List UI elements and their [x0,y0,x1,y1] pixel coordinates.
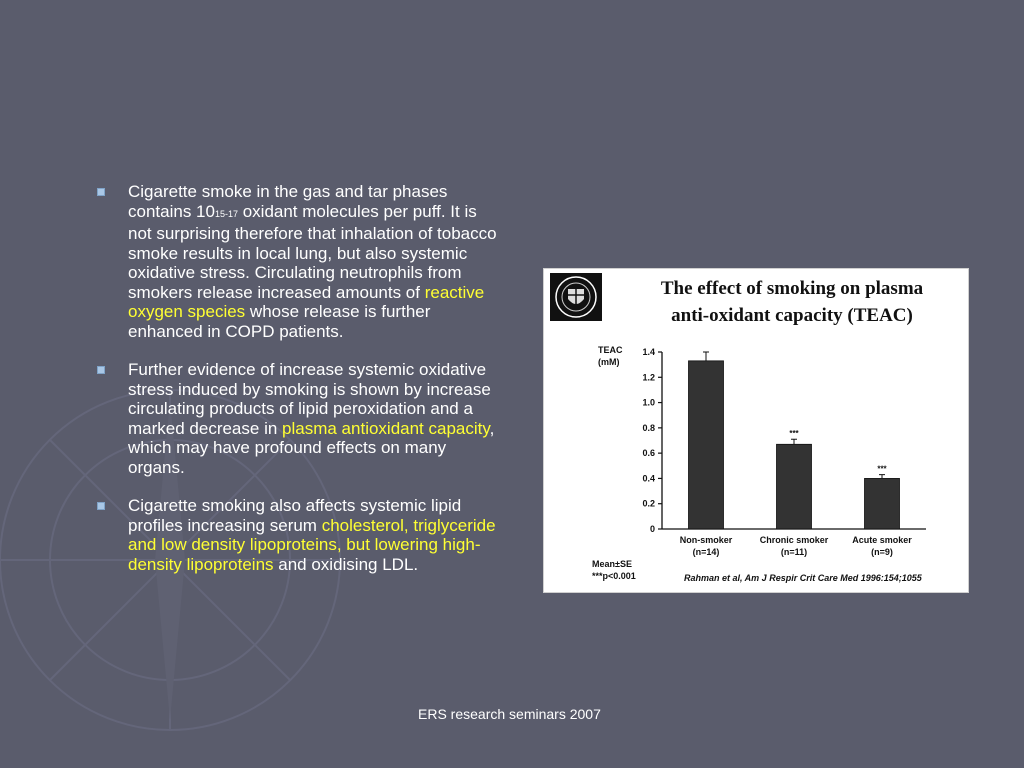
y-tick-label: 1.4 [642,347,655,357]
bullet-item-lipid-profiles [95,496,500,574]
bullet-square-icon [97,502,105,510]
chart-figure [543,268,969,593]
footer-text: ERS research seminars 2007 [418,706,601,722]
bullet-square-icon [97,366,105,374]
x-sample-size-label: (n=9) [871,547,893,557]
chart-title-line-2: anti-oxidant capacity (TEAC) [671,305,913,326]
y-axis-ticks [642,347,662,534]
bullet-square-icon [97,188,105,196]
bullet-list [95,182,500,593]
chart-svg [544,269,970,594]
bar-non-smoker [689,361,724,529]
bullet-3-text-a: Cigarette smoking also affects systemic lipid profiles increasing serum [128,496,462,535]
bullet-item-oxidative-stress [95,360,500,477]
chart-note-mean-se: Mean±SE [592,559,632,569]
bullet-1-text-b: oxidant molecules per puff. It is not surprising therefore that inhalation of tobacco smoke results in local lung, but also systemic oxidative stress. Circulating neutrophils from smokers release increased amounts of [128,201,497,302]
bullet-2-highlight: plasma antioxidant capacity [282,418,490,438]
significance-annotation: *** [877,464,887,474]
x-axis-labels [680,535,913,557]
y-tick-label: 0 [649,524,655,534]
x-sample-size-label: (n=11) [780,547,808,557]
bar-acute-smoker [865,478,900,529]
bullet-3-text-b: and oxidising LDL. [273,554,419,574]
x-category-label: Acute smoker [852,535,912,545]
y-tick-label: 1.0 [642,397,655,408]
y-axis-label-line-2: (mM) [598,357,620,367]
bullet-2-text-b: , which may have profound effects on many organs. [128,418,495,477]
chart-source-citation: Rahman et al, Am J Respir Crit Care Med 1996:154;1055 [684,573,922,583]
bullet-1-superscript: 15-17 [214,208,238,219]
x-category-label: Non-smoker [679,535,733,545]
bar-chronic-smoker [777,444,812,529]
y-tick-label: 0.8 [642,422,655,433]
significance-annotation: *** [789,429,799,439]
y-tick-label: 0.2 [642,498,655,509]
y-axis-label-line-1: TEAC [598,345,623,355]
chart-title-line-1: The effect of smoking on plasma [660,278,924,299]
bar-series [689,352,900,529]
university-seal-logo [550,273,602,321]
bullet-1-text-c: whose release is further enhanced in COPD patients. [128,302,431,341]
y-tick-label: 1.2 [642,372,655,383]
y-tick-label: 0.4 [642,473,655,484]
bullet-2-text-a: Further evidence of increase systemic oxidative stress induced by smoking is shown by increase circulating products of lipid peroxidation and a marked decrease in [128,360,491,438]
bullet-3-highlight: cholesterol, triglyceride and low density lipoproteins, but lowering high-density lipoproteins [128,515,496,574]
y-tick-label: 0.6 [642,448,655,459]
bullet-item-oxidant-molecules [95,182,500,341]
bullet-1-text-a: Cigarette smoke in the gas and tar phases contains 10 [128,182,448,221]
bullet-1-highlight: reactive oxygen species [128,282,485,321]
chart-note-pvalue: ***p<0.001 [592,571,636,581]
x-sample-size-label: (n=14) [692,547,720,557]
x-category-label: Chronic smoker [759,535,829,545]
